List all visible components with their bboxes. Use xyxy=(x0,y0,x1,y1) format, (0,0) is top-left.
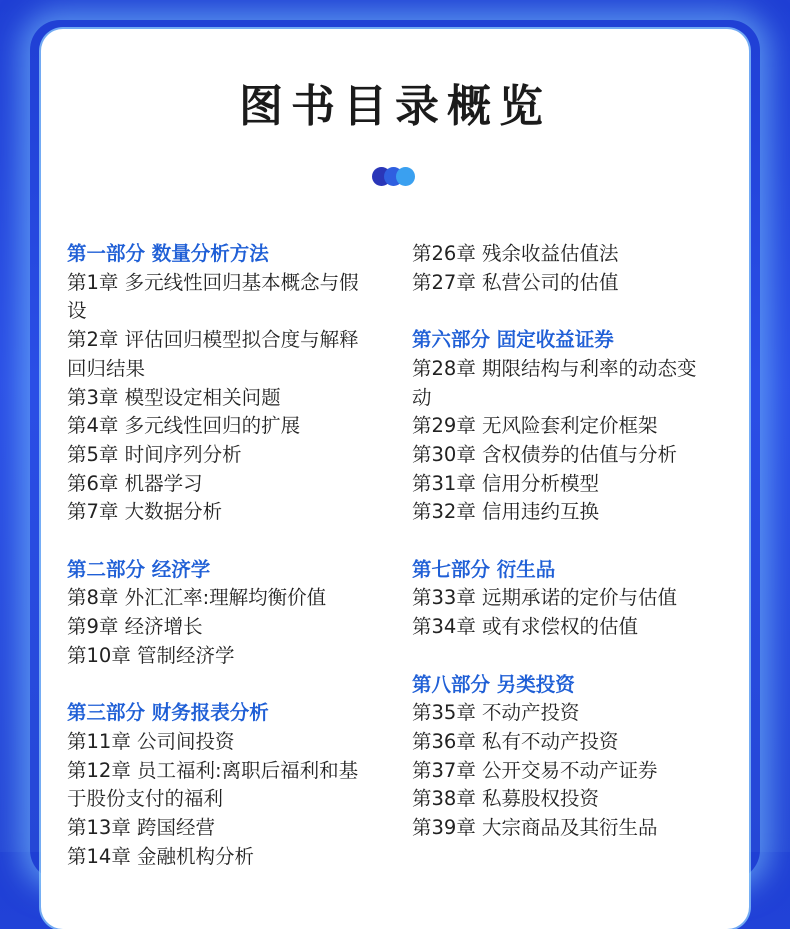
chapter-line: 第33章 远期承诺的定价与估值 xyxy=(412,586,678,610)
chapter-line: 第34章 或有求偿权的估值 xyxy=(412,615,639,639)
page-title: 图书目录概览 xyxy=(239,81,551,132)
dot-light xyxy=(396,167,415,186)
chapter-line: 回归结果 xyxy=(67,356,146,380)
chapter-line: 动 xyxy=(412,385,432,409)
chapter-line: 第28章 期限结构与利率的动态变 xyxy=(412,356,697,380)
chapter-line: 第1章 多元线性回归基本概念与假 xyxy=(67,270,359,294)
chapter-line: 设 xyxy=(67,299,87,323)
part-heading: 第三部分 财务报表分析 xyxy=(67,701,269,725)
section-spacer xyxy=(67,527,392,556)
chapter-line: 第30章 含权债券的估值与分析 xyxy=(412,442,678,466)
chapter-line: 第39章 大宗商品及其衍生品 xyxy=(412,816,658,840)
chapter-line: 第35章 不动产投资 xyxy=(412,701,580,725)
part-heading: 第八部分 另类投资 xyxy=(412,672,575,696)
part-heading: 第六部分 固定收益证券 xyxy=(412,328,614,352)
chapter-line: 第38章 私募股权投资 xyxy=(412,787,600,811)
part-heading: 第一部分 数量分析方法 xyxy=(67,242,269,265)
section-spacer xyxy=(67,671,392,700)
chapter-line: 第9章 经济增长 xyxy=(67,615,203,639)
catalog-card xyxy=(41,29,749,929)
chapter-line: 第8章 外汇汇率:理解均衡价值 xyxy=(67,586,327,610)
chapter-line: 第7章 大数据分析 xyxy=(67,500,223,524)
chapter-line: 第32章 信用违约互换 xyxy=(412,500,600,524)
chapter-line: 第6章 机器学习 xyxy=(67,471,203,495)
chapter-line: 第3章 模型设定相关问题 xyxy=(67,385,281,409)
chapter-line: 第13章 跨国经营 xyxy=(67,816,216,840)
chapter-line: 第5章 时间序列分析 xyxy=(67,442,242,466)
chapter-line: 于股份支付的福利 xyxy=(67,787,224,811)
part-heading: 第二部分 经济学 xyxy=(67,557,211,581)
section-spacer xyxy=(412,527,737,556)
chapter-line: 第26章 残余收益估值法 xyxy=(412,242,619,265)
section-spacer xyxy=(412,297,737,326)
chapter-line: 第36章 私有不动产投资 xyxy=(412,729,619,753)
toc-right-column xyxy=(412,240,737,843)
chapter-line: 第31章 信用分析模型 xyxy=(412,471,600,495)
chapter-line: 第27章 私营公司的估值 xyxy=(412,270,619,294)
part-heading: 第七部分 衍生品 xyxy=(412,557,556,581)
chapter-line: 第11章 公司间投资 xyxy=(67,729,235,753)
chapter-line: 第2章 评估回归模型拟合度与解释 xyxy=(67,328,359,352)
chapter-line: 第14章 金融机构分析 xyxy=(67,844,255,868)
section-spacer xyxy=(412,642,737,671)
chapter-line: 第4章 多元线性回归的扩展 xyxy=(67,414,301,438)
toc-left-column xyxy=(67,240,392,871)
decorative-dots xyxy=(372,167,418,187)
chapter-line: 第37章 公开交易不动产证券 xyxy=(412,758,658,782)
chapter-line: 第29章 无风险套利定价框架 xyxy=(412,414,658,438)
chapter-line: 第10章 管制经济学 xyxy=(67,643,235,667)
chapter-line: 第12章 员工福利:离职后福利和基 xyxy=(67,758,359,782)
